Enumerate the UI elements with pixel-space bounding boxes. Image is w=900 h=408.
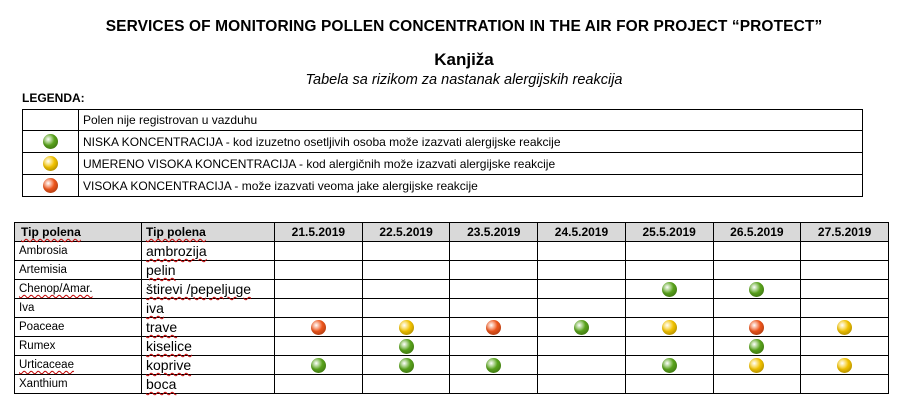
pollen-latin-name: Artemisia [15,261,142,280]
concentration-cell [450,356,538,375]
table-row [15,242,889,261]
concentration-low-indicator [749,339,764,354]
concentration-low-indicator [43,134,58,149]
concentration-cell [625,242,713,261]
concentration-cell [275,318,363,337]
pollen-latin-name: Chenop/Amar. [15,280,142,299]
concentration-cell [450,261,538,280]
concentration-cell [450,337,538,356]
pollen-latin-name: Xanthium [15,375,142,394]
concentration-cell [625,261,713,280]
concentration-cell [801,318,889,337]
table-row [15,356,889,375]
pollen-local-name: pelin [142,261,275,280]
concentration-cell [713,242,801,261]
concentration-low-indicator [399,339,414,354]
concentration-cell [625,375,713,394]
concentration-low-indicator [662,358,677,373]
concentration-low-indicator [662,282,677,297]
concentration-medium-indicator [749,358,764,373]
concentration-medium-indicator [399,320,414,335]
concentration-cell [801,280,889,299]
concentration-cell [625,318,713,337]
legend-table [22,109,863,197]
concentration-cell [713,318,801,337]
concentration-cell [625,299,713,318]
legend-text: UMERENO VISOKA KONCENTRACIJA - kod alergičnih može izazvati alergijske reakcije [79,153,863,175]
concentration-cell [713,261,801,280]
concentration-low-indicator [749,282,764,297]
concentration-cell [713,337,801,356]
header-date: 24.5.2019 [538,223,626,242]
pollen-local-name: štirevi /pepeljuge [142,280,275,299]
concentration-cell [538,299,626,318]
concentration-cell [275,261,363,280]
pollen-local-name: trave [142,318,275,337]
legend-row [23,153,863,175]
concentration-cell [275,280,363,299]
legend-symbol [23,110,79,131]
table-row [15,299,889,318]
table-row [15,280,889,299]
concentration-cell [801,242,889,261]
concentration-cell [450,280,538,299]
concentration-cell [450,318,538,337]
concentration-high-indicator [311,320,326,335]
concentration-cell [713,299,801,318]
pollen-latin-name: Ambrosia [15,242,142,261]
concentration-cell [275,299,363,318]
header-date: 26.5.2019 [713,223,801,242]
pollen-table [14,222,889,394]
concentration-high-indicator [749,320,764,335]
legend-row [23,175,863,197]
concentration-cell [713,356,801,375]
concentration-cell [801,299,889,318]
concentration-cell [713,375,801,394]
concentration-cell [801,337,889,356]
header-date: 22.5.2019 [362,223,450,242]
header-date: 23.5.2019 [450,223,538,242]
concentration-cell [450,375,538,394]
table-row [15,375,889,394]
concentration-cell [362,242,450,261]
header-date: 27.5.2019 [801,223,889,242]
pollen-latin-name: Poaceae [15,318,142,337]
pollen-latin-name: Urticaceae [15,356,142,375]
concentration-cell [362,337,450,356]
concentration-cell [625,337,713,356]
table-row [15,337,889,356]
concentration-cell [275,375,363,394]
pollen-local-name: boca [142,375,275,394]
table-header-row [15,223,889,242]
concentration-low-indicator [311,358,326,373]
concentration-cell [538,318,626,337]
concentration-low-indicator [399,358,414,373]
pollen-latin-name: Iva [15,299,142,318]
concentration-cell [275,242,363,261]
table-row [15,261,889,280]
concentration-cell [625,356,713,375]
subtitle: Tabela sa rizikom za nastanak alergijskih reakcija [305,72,623,88]
concentration-low-indicator [486,358,501,373]
legend-text: Polen nije registrovan u vazduhu [79,110,863,131]
concentration-medium-indicator [662,320,677,335]
concentration-cell [801,356,889,375]
concentration-cell [538,356,626,375]
concentration-medium-indicator [837,358,852,373]
legend-row [23,110,863,131]
concentration-cell [538,261,626,280]
concentration-cell [362,280,450,299]
concentration-cell [801,375,889,394]
header-local-name: Tip polena [142,223,275,242]
concentration-low-indicator [574,320,589,335]
legend-symbol [23,175,79,197]
concentration-high-indicator [43,178,58,193]
concentration-cell [362,261,450,280]
pollen-local-name: iva [142,299,275,318]
concentration-medium-indicator [43,156,58,171]
concentration-high-indicator [486,320,501,335]
concentration-cell [275,337,363,356]
legend-row [23,131,863,153]
concentration-cell [362,299,450,318]
concentration-cell [362,375,450,394]
pollen-local-name: koprive [142,356,275,375]
legend-symbol [23,131,79,153]
concentration-cell [538,337,626,356]
concentration-cell [275,356,363,375]
pollen-local-name: kiselice [142,337,275,356]
header-latin-name: Tip polena [15,223,142,242]
legend-text: VISOKA KONCENTRACIJA - može izazvati veoma jake alergijske reakcije [79,175,863,197]
header-date: 25.5.2019 [625,223,713,242]
legend-label: LEGENDA: [22,91,85,105]
concentration-cell [801,261,889,280]
concentration-cell [538,280,626,299]
page-title: SERVICES OF MONITORING POLLEN CONCENTRATION IN THE AIR FOR PROJECT “PROTECT” [105,18,823,35]
pollen-latin-name: Rumex [15,337,142,356]
concentration-medium-indicator [837,320,852,335]
legend-text: NISKA KONCENTRACIJA - kod izuzetno osetljivih osoba može izazvati alergijske reakcije [79,131,863,153]
concentration-cell [538,375,626,394]
city-name: Kanjiža [434,50,494,69]
concentration-cell [362,318,450,337]
table-row [15,318,889,337]
concentration-cell [362,356,450,375]
concentration-cell [713,280,801,299]
pollen-local-name: ambrozija [142,242,275,261]
legend-symbol [23,153,79,175]
concentration-cell [450,299,538,318]
concentration-cell [450,242,538,261]
concentration-cell [625,280,713,299]
concentration-cell [538,242,626,261]
header-date: 21.5.2019 [275,223,363,242]
